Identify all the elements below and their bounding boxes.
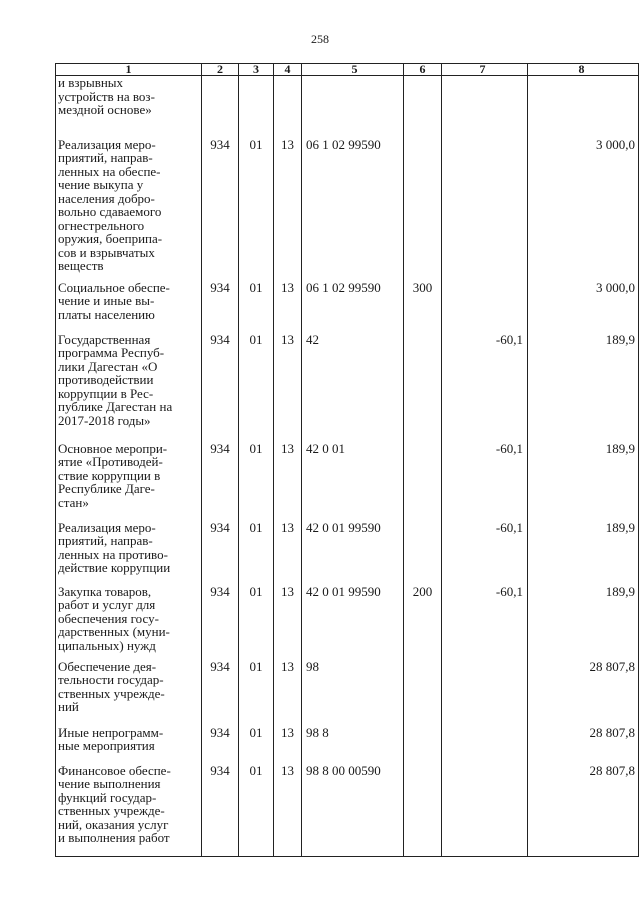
row-ministry-code: 934 xyxy=(202,442,239,521)
row-change-amount xyxy=(442,138,528,281)
row-section-code: 01 xyxy=(239,442,274,521)
row-name: Иные непрограмм- ные мероприятия xyxy=(56,726,202,764)
row-subsection-code: 13 xyxy=(274,585,302,660)
row-section-code: 01 xyxy=(239,138,274,281)
table-row xyxy=(56,76,639,138)
row-expense-type xyxy=(404,660,442,726)
row-section-code: 01 xyxy=(239,764,274,857)
row-expense-type xyxy=(404,442,442,521)
table-row xyxy=(56,333,639,442)
table-row xyxy=(56,585,639,660)
row-change-amount xyxy=(442,76,528,138)
column-header-5: 5 xyxy=(302,64,404,76)
row-total-amount: 189,9 xyxy=(528,521,639,585)
row-expense-type: 200 xyxy=(404,585,442,660)
row-total-amount: 28 807,8 xyxy=(528,726,639,764)
row-section-code: 01 xyxy=(239,660,274,726)
row-expense-type xyxy=(404,521,442,585)
row-name: Финансовое обеспе- чение выполнения функций государ- ственных учрежде- ний, оказания услуг и выполнения работ xyxy=(56,764,202,857)
row-total-amount: 3 000,0 xyxy=(528,138,639,281)
row-total-amount: 189,9 xyxy=(528,442,639,521)
row-expense-type xyxy=(404,726,442,764)
row-target-article: 42 0 01 xyxy=(302,442,404,521)
row-name: Реализация меро- приятий, направ- ленных на обеспе- чение выкупа у населения добро- вольно сдаваемого огнестрельного оружия, боеприпа- сов и взрывчатых веществ xyxy=(56,138,202,281)
column-header-2: 2 xyxy=(202,64,239,76)
row-change-amount xyxy=(442,764,528,857)
row-subsection-code: 13 xyxy=(274,764,302,857)
row-target-article: 06 1 02 99590 xyxy=(302,281,404,333)
row-change-amount: -60,1 xyxy=(442,521,528,585)
budget-table xyxy=(55,63,639,857)
column-header-6: 6 xyxy=(404,64,442,76)
row-change-amount xyxy=(442,726,528,764)
row-subsection-code: 13 xyxy=(274,138,302,281)
row-ministry-code: 934 xyxy=(202,764,239,857)
table-row xyxy=(56,764,639,857)
row-ministry-code xyxy=(202,76,239,138)
row-total-amount: 28 807,8 xyxy=(528,660,639,726)
table-row xyxy=(56,442,639,521)
row-target-article: 98 8 00 00590 xyxy=(302,764,404,857)
row-section-code xyxy=(239,76,274,138)
row-subsection-code: 13 xyxy=(274,333,302,442)
row-expense-type xyxy=(404,76,442,138)
table-row xyxy=(56,138,639,281)
row-subsection-code: 13 xyxy=(274,281,302,333)
row-total-amount: 189,9 xyxy=(528,333,639,442)
row-total-amount xyxy=(528,76,639,138)
row-target-article: 98 xyxy=(302,660,404,726)
row-target-article: 42 0 01 99590 xyxy=(302,585,404,660)
row-name: Государственная программа Респуб- лики Дагестан «О противодействии коррупции в Рес- публике Дагестан на 2017-2018 годы» xyxy=(56,333,202,442)
row-ministry-code: 934 xyxy=(202,138,239,281)
row-subsection-code: 13 xyxy=(274,660,302,726)
column-header-7: 7 xyxy=(442,64,528,76)
row-expense-type: 300 xyxy=(404,281,442,333)
row-ministry-code: 934 xyxy=(202,333,239,442)
row-ministry-code: 934 xyxy=(202,521,239,585)
row-name: и взрывных устройств на воз- мездной основе» xyxy=(56,76,202,138)
row-expense-type xyxy=(404,764,442,857)
page-number: 258 xyxy=(311,32,329,46)
column-header-4: 4 xyxy=(274,64,302,76)
row-target-article: 06 1 02 99590 xyxy=(302,138,404,281)
row-name: Основное меропри- ятие «Противодей- ствие коррупции в Республике Даге- стан» xyxy=(56,442,202,521)
row-change-amount xyxy=(442,660,528,726)
row-total-amount: 3 000,0 xyxy=(528,281,639,333)
row-ministry-code: 934 xyxy=(202,726,239,764)
row-target-article xyxy=(302,76,404,138)
row-section-code: 01 xyxy=(239,585,274,660)
row-change-amount: -60,1 xyxy=(442,442,528,521)
row-name: Социальное обеспе- чение и иные вы- платы населению xyxy=(56,281,202,333)
table-row xyxy=(56,660,639,726)
row-subsection-code xyxy=(274,76,302,138)
row-target-article: 98 8 xyxy=(302,726,404,764)
row-total-amount: 28 807,8 xyxy=(528,764,639,857)
row-total-amount: 189,9 xyxy=(528,585,639,660)
row-subsection-code: 13 xyxy=(274,726,302,764)
row-subsection-code: 13 xyxy=(274,521,302,585)
row-name: Реализация меро- приятий, направ- ленных на противо- действие коррупции xyxy=(56,521,202,585)
row-name: Закупка товаров, работ и услуг для обеспечения госу- дарственных (муни- ципальных) нужд xyxy=(56,585,202,660)
row-section-code: 01 xyxy=(239,281,274,333)
row-name: Обеспечение дея- тельности государ- ственных учрежде- ний xyxy=(56,660,202,726)
row-change-amount xyxy=(442,281,528,333)
row-subsection-code: 13 xyxy=(274,442,302,521)
row-section-code: 01 xyxy=(239,521,274,585)
row-expense-type xyxy=(404,333,442,442)
row-section-code: 01 xyxy=(239,726,274,764)
column-header-1: 1 xyxy=(56,64,202,76)
table-row xyxy=(56,521,639,585)
table-row xyxy=(56,726,639,764)
row-change-amount: -60,1 xyxy=(442,585,528,660)
row-ministry-code: 934 xyxy=(202,585,239,660)
row-ministry-code: 934 xyxy=(202,281,239,333)
column-header-3: 3 xyxy=(239,64,274,76)
row-target-article: 42 xyxy=(302,333,404,442)
table-row xyxy=(56,281,639,333)
row-change-amount: -60,1 xyxy=(442,333,528,442)
header-row xyxy=(56,64,639,76)
column-header-8: 8 xyxy=(528,64,639,76)
row-target-article: 42 0 01 99590 xyxy=(302,521,404,585)
row-section-code: 01 xyxy=(239,333,274,442)
row-ministry-code: 934 xyxy=(202,660,239,726)
row-expense-type xyxy=(404,138,442,281)
